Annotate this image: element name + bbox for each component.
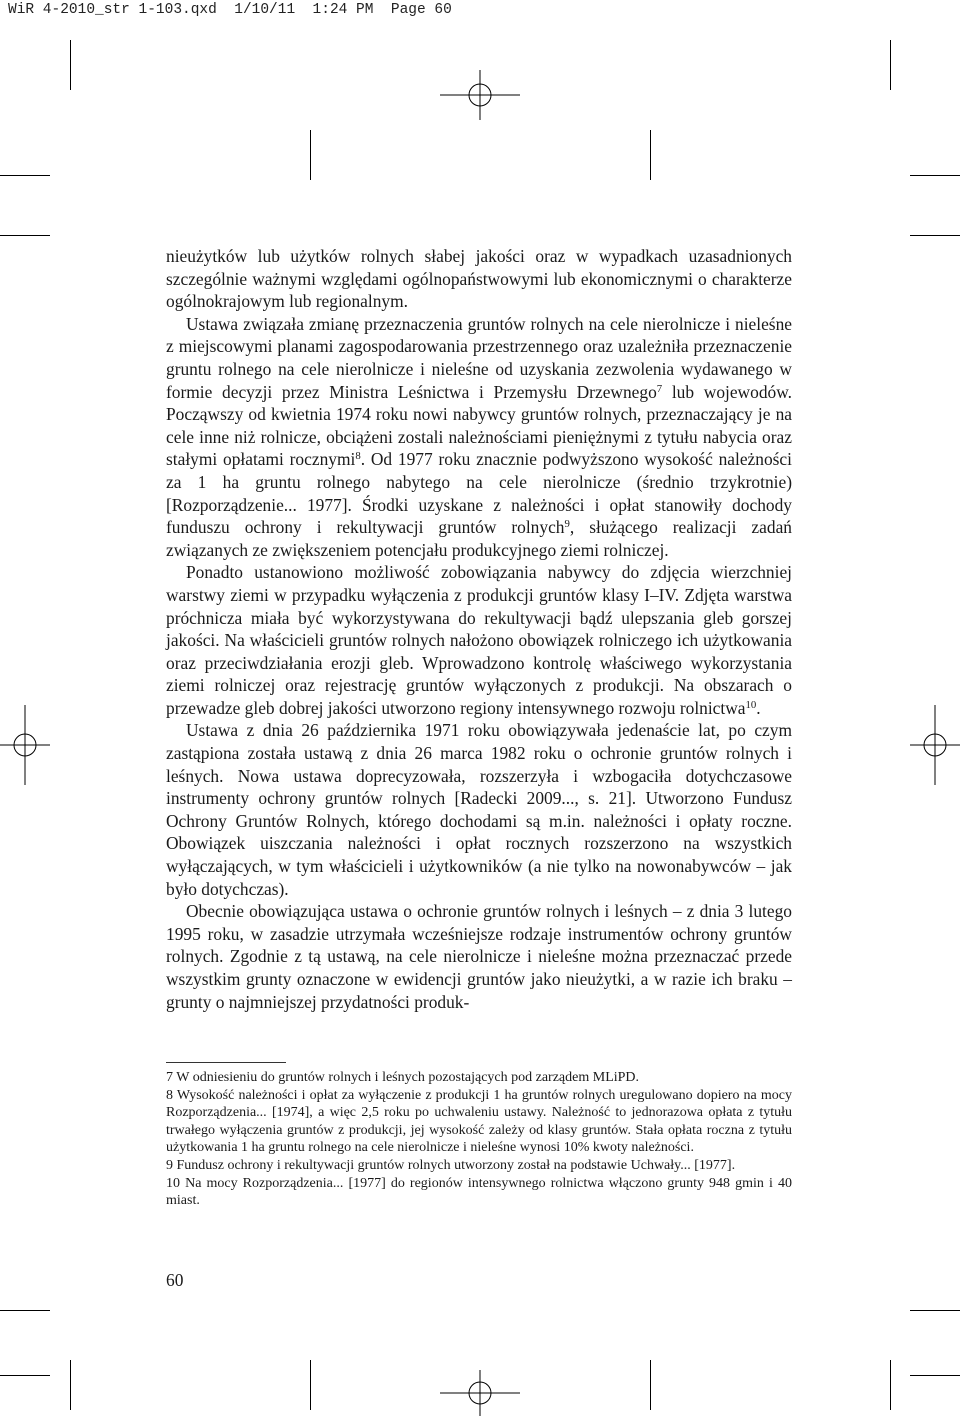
footnote: [166, 1087, 792, 1157]
paragraph: Ustawa z dnia 26 października 1971 roku obowiązywała jedenaście lat, po czym zastąpiona została ustawą z dnia 26 marca 1982 roku o ochronie gruntów rolnych i leśnych. Nowa ustawa doprecyzowała, rozszerzyła i wzbogaciła dotychczasowe instrumenty ochrony gruntów rolnych [Radecki 2009..., s. 21]. Utworzono Fundusz Ochrony Gruntów Rolnych, którego dochodami są m.in. należności i opłaty roczne. Obowiązek uiszczania należności i opłat rocznych rozszerzono na wszystkich wyłączających, w tym właścicieli i użytkowników (a nie tylko na nowonabywców – jak było dotychczas).: [166, 720, 792, 899]
page-number: 60: [166, 1270, 184, 1290]
crop-mark: [0, 175, 50, 176]
crop-mark: [0, 1310, 50, 1311]
footnote-number: 9: [166, 1157, 173, 1173]
footnote-text: Fundusz ochrony i rekultywacji gruntów rolnych utworzony został na podstawie Uchwały... [1977].: [173, 1157, 736, 1173]
crop-mark: [0, 1375, 50, 1376]
crop-mark: [910, 1310, 960, 1311]
crop-mark: [910, 1375, 960, 1376]
paragraph: Obecnie obowiązująca ustawa o ochronie gruntów rolnych i leśnych – z dnia 3 lutego 1995 roku, w zasadzie utrzymała wcześniejsze rodzaje instrumentów ochrony gruntów rolnych. Zgodnie z tą ustawą, na cele nierolnicze i nieleśne można przeznaczać przede wszystkim grunty oznaczone w ewidencji gruntów jako nieużytki, a w razie ich braku – grunty o najmniejszej przydatności produk-: [166, 901, 792, 1012]
registration-mark-icon: [0, 705, 50, 785]
text-run: lub wojewodów. Począwszy od kwietnia 1974 roku nowi nabywcy gruntów rolnych, przeznaczający je na cele inne niż rolnicze, obciążeni zostali należnościami pieniężnymi z tytułu nabycia oraz stałymi opłatami rocznymi: [166, 381, 792, 470]
crop-mark: [70, 40, 71, 90]
footnote: [166, 1069, 792, 1087]
crop-mark: [70, 1360, 71, 1410]
crop-mark: [0, 235, 50, 236]
footnote-number: 7: [166, 1070, 173, 1085]
footnote: [166, 1175, 792, 1210]
footnote-ref: 8: [355, 450, 361, 463]
footnote-number: 10: [166, 1175, 180, 1191]
crop-mark: [650, 1360, 651, 1410]
registration-mark-icon: [440, 70, 520, 120]
crop-mark: [890, 40, 891, 90]
crop-mark: [650, 130, 651, 180]
paragraph: [166, 561, 792, 719]
crop-mark: [890, 1360, 891, 1410]
crop-mark: [310, 1360, 311, 1410]
footnote-text: Wysokość należności i opłat za wyłączenie z produkcji 1 ha gruntów rolnych uregulowano dopiero na mocy Rozporządzenia... [1974], a więc 2,5 roku po uchwaleniu ustawy. Należność to jednorazowa opłata z tytułu trwałego wyłączenia gruntów z produkcji, jej wysokość zależy od klasy gruntów. Stała opłata roczna z tytułu użytkowania 1 ha gruntu rolnego na cele nierolnicze i nieleśne wynosi 10% kwoty należności.: [166, 1087, 792, 1156]
text-run: Ponadto ustanowiono możliwość zobowiązania nabywcy do zdjęcia wierzchniej warstwy ziemi w przypadku wyłączenia z produkcji gruntów klasy I–IV. Zdjęta warstwa próchnicza miała być wykorzystywana do rekultywacji bądź ulepszania gleb gorszej jakości. Na właścicieli gruntów rolnych nałożono obowiązek rolniczego ich użytkowania oraz przeciwdziałania erozji gleb. Wprowadzono kontrolę właściwego wykorzystania ziemi rolniczej oraz rejestrację gruntów wyłączonych z produkcji. Na obszarach o przewadze gleb dobrej jakości utworzono regiony intensywnego rozwoju rolnictwa: [166, 562, 792, 718]
paragraph: [166, 313, 792, 562]
registration-mark-icon: [440, 1370, 520, 1416]
crop-mark: [910, 235, 960, 236]
footnote-ref: 10: [745, 698, 757, 711]
footnotes: [166, 1069, 792, 1210]
footnote-ref: 9: [564, 518, 570, 531]
text-run: .: [756, 697, 761, 718]
footnote-text: W odniesieniu do gruntów rolnych i leśnych pozostających pod zarządem MLiPD.: [173, 1070, 640, 1085]
crop-mark: [310, 130, 311, 180]
registration-mark-icon: [910, 705, 960, 785]
footnote: [166, 1157, 792, 1175]
body-text: [166, 245, 792, 1013]
text-run: . Od 1977 roku znacznie podwyższono wysokość należności za 1 ha gruntu rolnego nabytego na cele nierolnicze (średnio trzykrotnie) [Rozporządzenie... 1977]. Środki uzyskane z należności i opłat stanowiły dochody funduszu ochrony i rekultywacji gruntów rolnych: [166, 449, 792, 538]
crop-mark: [910, 175, 960, 176]
footnote-number: 8: [166, 1087, 173, 1103]
text-run: , służącego realizacji zadań związanych ze zwiększeniem potencjału produkcyjnego ziemi rolniczej.: [166, 517, 792, 560]
footnote-separator: [166, 1062, 286, 1063]
footnote-ref: 7: [656, 382, 663, 395]
paragraph: nieużytków lub użytków rolnych słabej jakości oraz w wypadkach uzasadnionych szczególnie ważnymi względami ogólnopaństwowymi lub ekonomicznymi o charakterze ogólnokrajowym lub regionalnym.: [166, 246, 792, 312]
file-slug: WiR 4-2010_str 1-103.qxd 1/10/11 1:24 PM Page 60: [8, 2, 452, 18]
text-run: Ustawa związała zmianę przeznaczenia gruntów rolnych na cele nierolnicze i nieleśne z miejscowymi planami zagospodarowania przestrzennego oraz uzależniła przeznaczenie gruntu rolnego na cele nierolnicze i nieleśne od uzyskania zezwolenia wydawanego w formie decyzji przez Ministra Leśnictwa i Przemysłu Drzewnego: [166, 313, 792, 402]
footnote-text: Na mocy Rozporządzenia... [1977] do regionów intensywnego rolnictwa włączono grunty 948 gmin i 40 miast.: [166, 1175, 792, 1209]
